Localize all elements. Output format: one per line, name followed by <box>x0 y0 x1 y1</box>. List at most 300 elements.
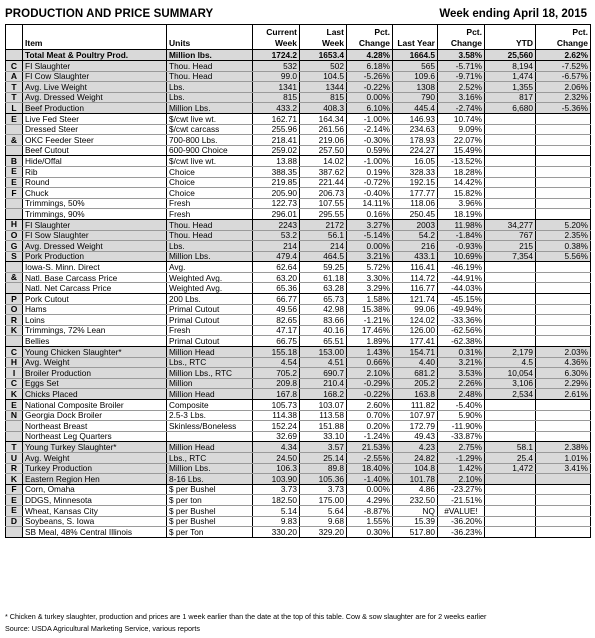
category-letter-cell: K <box>6 474 23 485</box>
table-row <box>6 124 591 135</box>
pct-change-ytd-cell <box>536 145 591 156</box>
table-row <box>6 347 591 358</box>
units-cell: $ per Bushel <box>167 516 253 527</box>
last-week-cell: 210.4 <box>300 378 347 389</box>
last-year-cell: 4.23 <box>393 442 438 453</box>
units-cell <box>167 431 253 442</box>
last-year-cell: 107.97 <box>393 410 438 421</box>
pct-change-ytd-cell <box>536 400 591 411</box>
item-cell: National Composite Broiler <box>23 400 167 411</box>
ytd-cell <box>485 145 536 156</box>
pct-change-ytd-cell <box>536 209 591 220</box>
pct-change-cell: 1.43% <box>347 347 393 358</box>
current-week-cell: 296.01 <box>253 209 300 220</box>
table-row <box>6 262 591 273</box>
summary-table <box>5 24 591 538</box>
last-week-cell: 387.62 <box>300 166 347 177</box>
current-week-cell: 62.64 <box>253 262 300 273</box>
pct-change-year-cell: 3.53% <box>438 368 485 379</box>
pct-change-ytd-cell: 2.35% <box>536 230 591 241</box>
pct-change-year-cell: -2.74% <box>438 103 485 114</box>
units-cell: $ per Ton <box>167 527 253 538</box>
units-cell: Choice <box>167 166 253 177</box>
last-year-cell: 109.6 <box>393 71 438 82</box>
item-cell: Trimmings, 72% Lean <box>23 325 167 336</box>
current-week-cell: 66.77 <box>253 294 300 305</box>
item-cell: Young Turkey Slaughter* <box>23 442 167 453</box>
pct-change-cell: 3.30% <box>347 272 393 283</box>
header-cell: Pct. <box>438 25 485 39</box>
pct-change-cell: 0.16% <box>347 209 393 220</box>
table-row <box>6 495 591 506</box>
pct-change-year-cell: -62.56% <box>438 325 485 336</box>
current-week-cell: 49.56 <box>253 304 300 315</box>
total-cell: 1664.5 <box>393 50 438 61</box>
last-week-cell: 5.64 <box>300 505 347 516</box>
pct-change-year-cell: 10.69% <box>438 251 485 262</box>
ytd-cell: 34,277 <box>485 219 536 230</box>
pct-change-cell: 15.38% <box>347 304 393 315</box>
category-letter-cell: F <box>6 188 23 199</box>
last-year-cell: 116.77 <box>393 283 438 294</box>
last-year-cell: 205.2 <box>393 378 438 389</box>
pct-change-cell: -0.30% <box>347 135 393 146</box>
units-cell: Avg. <box>167 262 253 273</box>
footnote: * Chicken & turkey slaughter, production and prices are 1 week earlier than the date at the top of this table. Cow & sow slaughter are for 2 weeks earlier <box>5 612 487 621</box>
pct-change-cell: 0.19% <box>347 166 393 177</box>
pct-change-ytd-cell <box>536 527 591 538</box>
last-year-cell: 445.4 <box>393 103 438 114</box>
current-week-cell: 103.90 <box>253 474 300 485</box>
last-year-cell: 121.74 <box>393 294 438 305</box>
category-letter-cell: E <box>6 113 23 124</box>
last-week-cell: 164.34 <box>300 113 347 124</box>
category-letter-cell: U <box>6 452 23 463</box>
header-cell <box>23 25 167 39</box>
units-cell: Primal Cutout <box>167 336 253 347</box>
header-cell: Change <box>438 38 485 50</box>
last-week-cell: 214 <box>300 241 347 252</box>
last-year-cell: 224.27 <box>393 145 438 156</box>
ytd-cell <box>485 336 536 347</box>
table-row <box>6 230 591 241</box>
last-week-cell: 113.58 <box>300 410 347 421</box>
current-week-cell: 122.73 <box>253 198 300 209</box>
pct-change-year-cell: 2.52% <box>438 82 485 93</box>
pct-change-year-cell: #VALUE! <box>438 505 485 516</box>
pct-change-cell: 14.11% <box>347 198 393 209</box>
table-row <box>6 325 591 336</box>
item-cell: Avg. Live Weight <box>23 82 167 93</box>
pct-change-ytd-cell <box>536 421 591 432</box>
units-cell: Primal Cutout <box>167 304 253 315</box>
category-letter-cell: E <box>6 400 23 411</box>
header-cell: Pct. <box>347 25 393 39</box>
pct-change-ytd-cell: 3.41% <box>536 463 591 474</box>
category-letter-cell: T <box>6 442 23 453</box>
pct-change-year-cell: -44.91% <box>438 272 485 283</box>
last-week-cell: 257.50 <box>300 145 347 156</box>
last-year-cell: 154.71 <box>393 347 438 358</box>
table-row <box>6 357 591 368</box>
total-cell: 1653.4 <box>300 50 347 61</box>
header-cell <box>167 25 253 39</box>
pct-change-cell: 0.20% <box>347 421 393 432</box>
pct-change-ytd-cell <box>536 516 591 527</box>
category-letter-cell: T <box>6 92 23 103</box>
units-cell: Thou. Head <box>167 230 253 241</box>
units-cell: Lbs., RTC <box>167 357 253 368</box>
pct-change-year-cell: -1.84% <box>438 230 485 241</box>
category-letter-cell: I <box>6 368 23 379</box>
last-year-cell: 681.2 <box>393 368 438 379</box>
units-cell: Primal Cutout <box>167 315 253 326</box>
units-cell: $ per Bushel <box>167 484 253 495</box>
pct-change-ytd-cell: 2.61% <box>536 389 591 400</box>
current-week-cell: 4.34 <box>253 442 300 453</box>
ytd-cell: 2,179 <box>485 347 536 358</box>
item-cell: Hams <box>23 304 167 315</box>
pct-change-cell: -1.00% <box>347 113 393 124</box>
ytd-cell <box>485 495 536 506</box>
units-cell: Million Head <box>167 347 253 358</box>
last-week-cell: 329.20 <box>300 527 347 538</box>
last-year-cell: 49.43 <box>393 431 438 442</box>
table-row <box>6 315 591 326</box>
last-year-cell: 216 <box>393 241 438 252</box>
ytd-cell <box>485 474 536 485</box>
last-year-cell: 177.77 <box>393 188 438 199</box>
last-year-cell: 99.06 <box>393 304 438 315</box>
item-cell: Turkey Production <box>23 463 167 474</box>
ytd-cell <box>485 272 536 283</box>
last-year-cell: 118.06 <box>393 198 438 209</box>
units-cell: Weighted Avg. <box>167 272 253 283</box>
pct-change-ytd-cell: 2.06% <box>536 82 591 93</box>
category-letter-cell <box>6 145 23 156</box>
pct-change-cell: 1.55% <box>347 516 393 527</box>
current-week-cell: 82.65 <box>253 315 300 326</box>
item-cell: Pork Production <box>23 251 167 262</box>
current-week-cell: 152.24 <box>253 421 300 432</box>
current-week-cell: 2243 <box>253 219 300 230</box>
header-row-top <box>6 25 591 39</box>
units-cell: 700-800 Lbs. <box>167 135 253 146</box>
category-letter-cell: P <box>6 294 23 305</box>
last-year-cell: 126.00 <box>393 325 438 336</box>
ytd-cell <box>485 325 536 336</box>
item-cell: Chicks Placed <box>23 389 167 400</box>
current-week-cell: 182.50 <box>253 495 300 506</box>
pct-change-year-cell: 15.49% <box>438 145 485 156</box>
current-week-cell: 330.20 <box>253 527 300 538</box>
pct-change-year-cell: 11.98% <box>438 219 485 230</box>
last-week-cell: 89.8 <box>300 463 347 474</box>
current-week-cell: 5.14 <box>253 505 300 516</box>
ytd-cell: 1,472 <box>485 463 536 474</box>
units-cell: Fresh <box>167 198 253 209</box>
item-cell: DDGS, Minnesota <box>23 495 167 506</box>
ytd-cell <box>485 505 536 516</box>
table-row <box>6 177 591 188</box>
current-week-cell: 32.69 <box>253 431 300 442</box>
pct-change-cell: 3.27% <box>347 219 393 230</box>
item-cell: OKC Feeder Steer <box>23 135 167 146</box>
table-row <box>6 113 591 124</box>
item-cell: SB Meal, 48% Central Illinois <box>23 527 167 538</box>
pct-change-cell: 1.58% <box>347 294 393 305</box>
units-cell: Choice <box>167 188 253 199</box>
header-cell: YTD <box>485 38 536 50</box>
header-cell: Current <box>253 25 300 39</box>
item-cell: Trimmings, 50% <box>23 198 167 209</box>
table-row <box>6 92 591 103</box>
ytd-cell <box>485 177 536 188</box>
item-cell: Corn, Omaha <box>23 484 167 495</box>
item-cell: Young Chicken Slaughter* <box>23 347 167 358</box>
category-letter-cell: D <box>6 516 23 527</box>
pct-change-year-cell: 18.28% <box>438 166 485 177</box>
pct-change-ytd-cell <box>536 177 591 188</box>
ytd-cell: 25.4 <box>485 452 536 463</box>
pct-change-ytd-cell: 2.03% <box>536 347 591 358</box>
current-week-cell: 13.88 <box>253 156 300 167</box>
table-row <box>6 304 591 315</box>
last-week-cell: 690.7 <box>300 368 347 379</box>
pct-change-cell: -5.26% <box>347 71 393 82</box>
last-week-cell: 65.73 <box>300 294 347 305</box>
pct-change-year-cell: -49.94% <box>438 304 485 315</box>
last-week-cell: 65.51 <box>300 336 347 347</box>
pct-change-year-cell: -62.38% <box>438 336 485 347</box>
pct-change-year-cell: -9.71% <box>438 71 485 82</box>
category-letter-cell: C <box>6 61 23 72</box>
last-week-cell: 107.55 <box>300 198 347 209</box>
last-week-cell: 206.73 <box>300 188 347 199</box>
ytd-cell <box>485 283 536 294</box>
pct-change-ytd-cell <box>536 336 591 347</box>
pct-change-cell: 2.10% <box>347 368 393 379</box>
units-cell: 600-900 Choice <box>167 145 253 156</box>
pct-change-year-cell: -23.27% <box>438 484 485 495</box>
units-cell: $ per ton <box>167 495 253 506</box>
current-week-cell: 3.73 <box>253 484 300 495</box>
item-cell: FI Slaughter <box>23 61 167 72</box>
item-cell: Trimmings, 90% <box>23 209 167 220</box>
last-year-cell: 177.41 <box>393 336 438 347</box>
pct-change-cell: -2.14% <box>347 124 393 135</box>
pct-change-cell: 21.53% <box>347 442 393 453</box>
ytd-cell: 2,534 <box>485 389 536 400</box>
last-week-cell: 9.68 <box>300 516 347 527</box>
category-letter-cell: E <box>6 495 23 506</box>
last-year-cell: 565 <box>393 61 438 72</box>
table-row <box>6 431 591 442</box>
units-cell: Lbs. <box>167 92 253 103</box>
pct-change-year-cell: 3.21% <box>438 357 485 368</box>
pct-change-year-cell: 18.19% <box>438 209 485 220</box>
units-cell: Weighted Avg. <box>167 283 253 294</box>
last-week-cell: 105.36 <box>300 474 347 485</box>
last-week-cell: 464.5 <box>300 251 347 262</box>
last-week-cell: 63.28 <box>300 283 347 294</box>
last-year-cell: 250.45 <box>393 209 438 220</box>
item-cell: Avg. Dressed Weight <box>23 241 167 252</box>
table-row <box>6 516 591 527</box>
ytd-cell: 10,054 <box>485 368 536 379</box>
ytd-cell <box>485 209 536 220</box>
pct-change-ytd-cell <box>536 505 591 516</box>
pct-change-ytd-cell <box>536 166 591 177</box>
last-year-cell: 124.02 <box>393 315 438 326</box>
pct-change-year-cell: 9.09% <box>438 124 485 135</box>
pct-change-cell: 0.70% <box>347 410 393 421</box>
header-row-bottom <box>6 38 591 50</box>
last-year-cell: 172.79 <box>393 421 438 432</box>
current-week-cell: 815 <box>253 92 300 103</box>
units-cell: 200 Lbs. <box>167 294 253 305</box>
pct-change-ytd-cell: 0.38% <box>536 241 591 252</box>
pct-change-ytd-cell <box>536 156 591 167</box>
current-week-cell: 106.3 <box>253 463 300 474</box>
pct-change-cell: -0.72% <box>347 177 393 188</box>
units-cell: Lbs. <box>167 82 253 93</box>
units-cell: Million Head <box>167 442 253 453</box>
last-week-cell: 4.51 <box>300 357 347 368</box>
category-letter-cell: C <box>6 347 23 358</box>
category-letter-cell <box>6 198 23 209</box>
ytd-cell <box>485 262 536 273</box>
pct-change-year-cell: -36.23% <box>438 527 485 538</box>
item-cell: Wheat, Kansas City <box>23 505 167 516</box>
last-week-cell: 502 <box>300 61 347 72</box>
last-week-cell: 221.44 <box>300 177 347 188</box>
current-week-cell: 53.2 <box>253 230 300 241</box>
item-cell: Eggs Set <box>23 378 167 389</box>
pct-change-year-cell: -36.20% <box>438 516 485 527</box>
header-cell: Pct. <box>536 25 591 39</box>
ytd-cell <box>485 135 536 146</box>
pct-change-ytd-cell: 6.30% <box>536 368 591 379</box>
header-cell: Week <box>300 38 347 50</box>
ytd-cell: 215 <box>485 241 536 252</box>
last-year-cell: 146.93 <box>393 113 438 124</box>
pct-change-cell: -2.55% <box>347 452 393 463</box>
last-year-cell: NQ <box>393 505 438 516</box>
pct-change-cell: 3.29% <box>347 283 393 294</box>
units-cell: Fresh <box>167 209 253 220</box>
units-cell: Million Lbs., RTC <box>167 368 253 379</box>
current-week-cell: 214 <box>253 241 300 252</box>
ytd-cell <box>485 421 536 432</box>
total-cell: Total Meat & Poultry Prod. <box>23 50 167 61</box>
pct-change-year-cell: -5.71% <box>438 61 485 72</box>
last-week-cell: 2172 <box>300 219 347 230</box>
category-letter-cell: B <box>6 156 23 167</box>
last-week-cell: 103.07 <box>300 400 347 411</box>
units-cell: $ per Bushel <box>167 505 253 516</box>
last-week-cell: 261.56 <box>300 124 347 135</box>
last-week-cell: 61.18 <box>300 272 347 283</box>
pct-change-ytd-cell: 2.29% <box>536 378 591 389</box>
ytd-cell <box>485 198 536 209</box>
pct-change-year-cell: 3.96% <box>438 198 485 209</box>
pct-change-year-cell: -11.90% <box>438 421 485 432</box>
pct-change-cell: 0.59% <box>347 145 393 156</box>
category-letter-cell <box>6 421 23 432</box>
table-row <box>6 145 591 156</box>
table-row <box>6 410 591 421</box>
last-year-cell: 232.50 <box>393 495 438 506</box>
ytd-cell: 6,680 <box>485 103 536 114</box>
units-cell: $/cwt live wt. <box>167 113 253 124</box>
item-cell: FI Cow Slaughter <box>23 71 167 82</box>
category-letter-cell: F <box>6 484 23 495</box>
pct-change-year-cell: 22.07% <box>438 135 485 146</box>
pct-change-year-cell: -0.93% <box>438 241 485 252</box>
total-cell: 3.58% <box>438 50 485 61</box>
units-cell: Choice <box>167 177 253 188</box>
pct-change-ytd-cell: 2.38% <box>536 442 591 453</box>
last-week-cell: 25.14 <box>300 452 347 463</box>
category-letter-cell: C <box>6 378 23 389</box>
pct-change-cell: 0.00% <box>347 484 393 495</box>
current-week-cell: 218.41 <box>253 135 300 146</box>
last-year-cell: 101.78 <box>393 474 438 485</box>
category-letter-cell: H <box>6 357 23 368</box>
table-row <box>6 378 591 389</box>
header-cell: Last <box>300 25 347 39</box>
last-year-cell: 15.39 <box>393 516 438 527</box>
item-cell: Northeast Breast <box>23 421 167 432</box>
units-cell: $/cwt live wt. <box>167 156 253 167</box>
category-letter-cell: & <box>6 272 23 283</box>
item-cell: Avg. Dressed Weight <box>23 92 167 103</box>
week-ending-label: Week ending April 18, 2015 <box>439 8 587 20</box>
category-letter-cell: O <box>6 230 23 241</box>
last-week-cell: 14.02 <box>300 156 347 167</box>
pct-change-ytd-cell <box>536 198 591 209</box>
pct-change-cell: -1.21% <box>347 315 393 326</box>
pct-change-year-cell: -1.29% <box>438 452 485 463</box>
pct-change-year-cell: -45.15% <box>438 294 485 305</box>
total-cell: 2.62% <box>536 50 591 61</box>
pct-change-ytd-cell: 4.36% <box>536 357 591 368</box>
last-year-cell: 2003 <box>393 219 438 230</box>
current-week-cell: 205.90 <box>253 188 300 199</box>
pct-change-cell: 4.29% <box>347 495 393 506</box>
category-letter-cell: T <box>6 82 23 93</box>
pct-change-cell: 2.60% <box>347 400 393 411</box>
item-cell: Natl. Net Carcass Price <box>23 283 167 294</box>
ytd-cell <box>485 484 536 495</box>
current-week-cell: 1341 <box>253 82 300 93</box>
ytd-cell <box>485 156 536 167</box>
table-row <box>6 368 591 379</box>
current-week-cell: 209.8 <box>253 378 300 389</box>
header-cell <box>6 25 23 39</box>
last-week-cell: 104.5 <box>300 71 347 82</box>
last-week-cell: 40.16 <box>300 325 347 336</box>
pct-change-year-cell: -33.87% <box>438 431 485 442</box>
pct-change-year-cell: 5.90% <box>438 410 485 421</box>
pct-change-year-cell: -5.40% <box>438 400 485 411</box>
last-week-cell: 408.3 <box>300 103 347 114</box>
current-week-cell: 24.50 <box>253 452 300 463</box>
table-row <box>6 219 591 230</box>
ytd-cell: 4.5 <box>485 357 536 368</box>
pct-change-cell: -0.22% <box>347 389 393 400</box>
